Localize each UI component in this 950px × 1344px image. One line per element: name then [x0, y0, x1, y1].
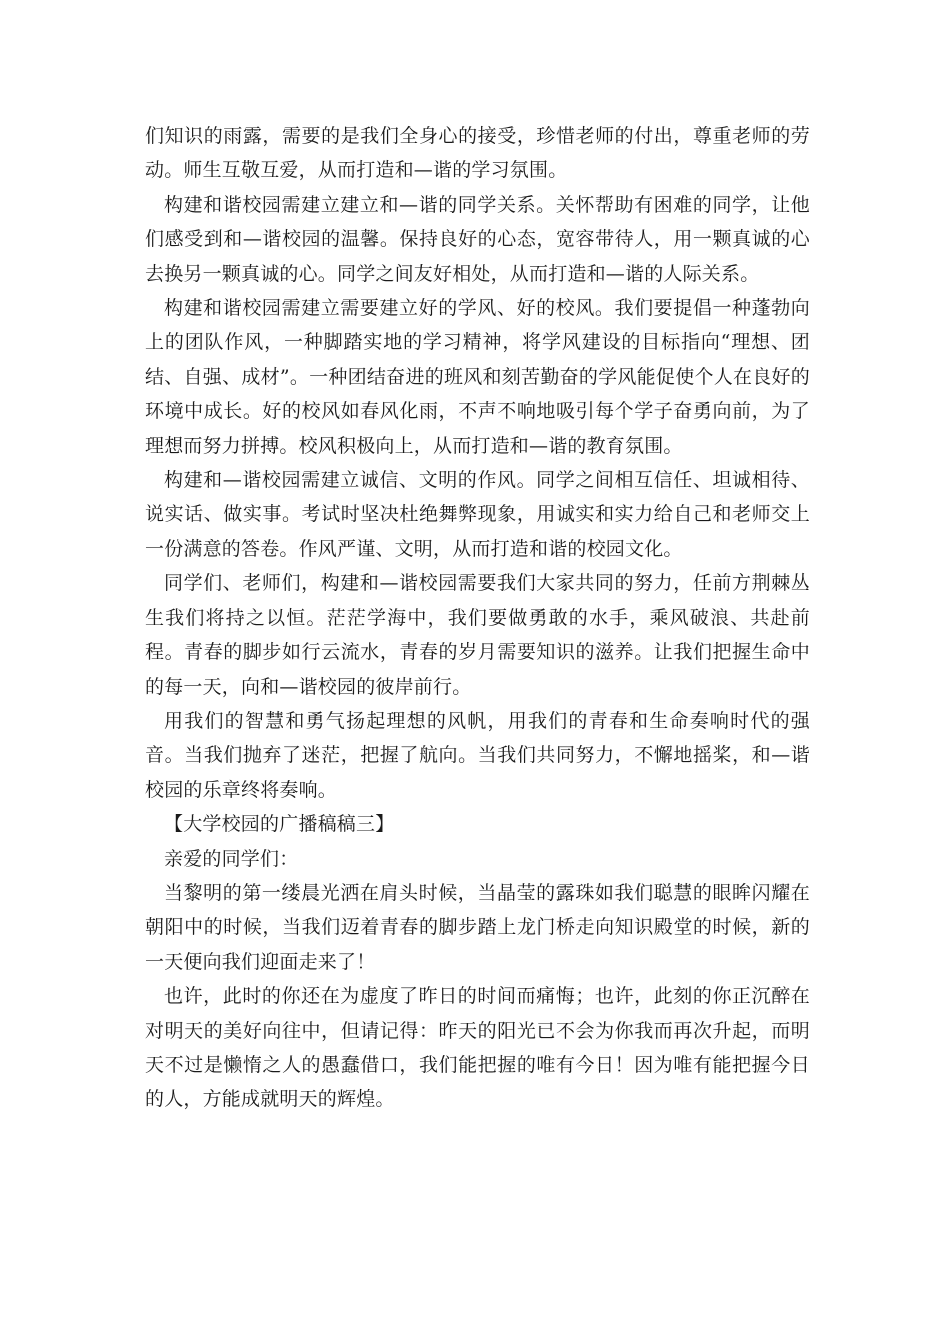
paragraph: 同学们、老师们，构建和—谐校园需要我们大家共同的努力，任前方荆棘丛生我们将持之以恒。茫茫学海中，我们要做勇敢的水手，乘风破浪、共赴前程。青春的脚步如行云流水，青春的岁月需要知识的滋养。让我们把握生命中的每一天，向和—谐校园的彼岸前行。	[145, 572, 810, 698]
document-body	[145, 119, 810, 1117]
salutation: 亲爱的同学们：	[164, 847, 299, 870]
paragraph: 用我们的智慧和勇气扬起理想的风帆，用我们的青春和生命奏响时代的强音。当我们抛弃了迷茫，把握了航向。当我们共同努力，不懈地摇桨，和—谐校园的乐章终将奏响。	[145, 709, 810, 801]
paragraph: 当黎明的第一缕晨光洒在肩头时候，当晶莹的露珠如我们聪慧的眼眸闪耀在朝阳中的时候，当我们迈着青春的脚步踏上龙门桥走向知识殿堂的时候，新的一天便向我们迎面走来了！	[145, 881, 810, 973]
paragraph: 构建和谐校园需建立需要建立好的学风、好的校风。我们要提倡一种蓬勃向上的团队作风，一种脚踏实地的学习精神，将学风建设的目标指向“理想、团结、自强、成材”。一种团结奋进的班风和刻苦勤奋的学风能促使个人在良好的环境中成长。好的校风如春风化雨，不声不响地吸引每个学子奋勇向前，为了理想而努力拼搏。校风积极向上，从而打造和—谐的教育氛围。	[145, 297, 810, 457]
paragraph: 构建和—谐校园需建立诚信、文明的作风。同学之间相互信任、坦诚相待、说实话、做实事。考试时坚决杜绝舞弊现象，用诚实和实力给自己和老师交上一份满意的答卷。作风严谨、文明，从而打造和谐的校园文化。	[145, 469, 810, 560]
paragraph: 构建和谐校园需建立建立和—谐的同学关系。关怀帮助有困难的同学，让他们感受到和—谐校园的温馨。保持良好的心态，宽容带待人，用一颗真诚的心去换另一颗真诚的心。同学之间友好相处，从而打造和—谐的人际关系。	[145, 193, 810, 285]
section-heading: 【大学校园的广播稿稿三】	[164, 813, 395, 836]
paragraph: 也许，此时的你还在为虚度了昨日的时间而痛悔；也许，此刻的你正沉醉在对明天的美好向往中，但请记得：昨天的阳光已不会为你我而再次升起，而明天不过是懒惰之人的愚蠢借口，我们能把握的唯有今日！因为唯有能把握今日的人，方能成就明天的辉煌。	[145, 985, 810, 1111]
paragraph: 们知识的雨露，需要的是我们全身心的接受，珍惜老师的付出，尊重老师的劳动。师生互敬互爱，从而打造和—谐的学习氛围。	[145, 125, 810, 182]
